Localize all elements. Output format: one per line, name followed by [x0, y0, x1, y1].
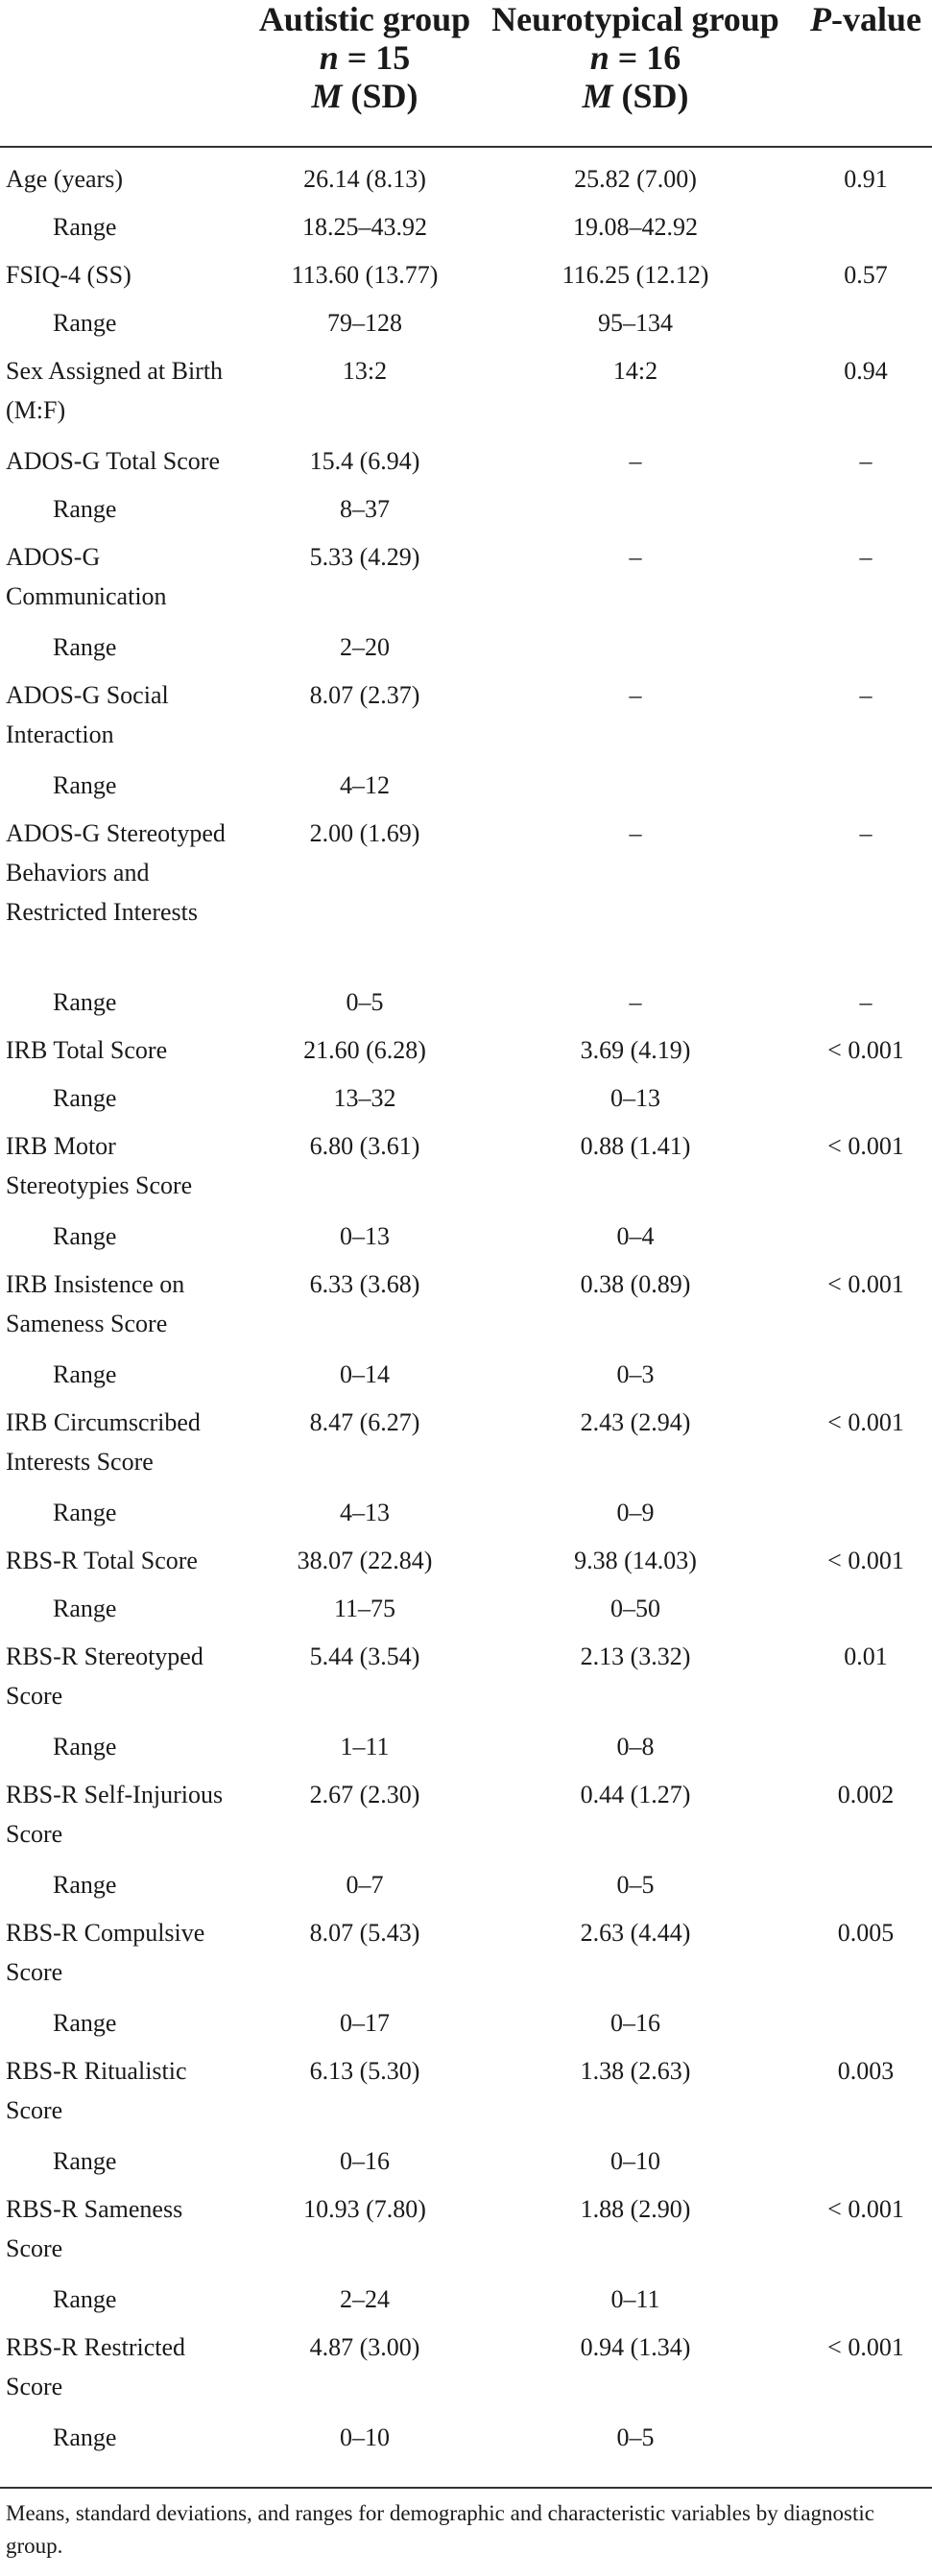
- row-label: Range: [53, 213, 117, 241]
- table-row: [0, 1030, 932, 1070]
- autistic-value: 0–14: [340, 1360, 390, 1388]
- row-label: Range: [53, 633, 117, 661]
- autistic-value: 6.13 (5.30): [309, 2057, 420, 2085]
- header-title: [789, 0, 932, 38]
- neurotypical-value: 0.94 (1.34): [580, 2333, 691, 2361]
- neurotypical-value: –: [629, 543, 642, 571]
- p-value: 0.91: [844, 165, 888, 193]
- p-value: < 0.001: [827, 1036, 904, 1064]
- table-range-row: [0, 489, 932, 529]
- autistic-value: 2.00 (1.69): [309, 819, 420, 847]
- table-range-row: [0, 1727, 932, 1766]
- neurotypical-value: 0–16: [610, 2009, 660, 2037]
- p-value: 0.002: [837, 1781, 895, 1808]
- row-label: Range: [53, 1222, 117, 1250]
- neurotypical-value: 3.69 (4.19): [580, 1036, 691, 1064]
- header-title: Autistic group: [258, 0, 471, 38]
- autistic-value: 4–12: [340, 771, 390, 799]
- table-row: [0, 1637, 932, 1715]
- neurotypical-value: 0–10: [610, 2147, 660, 2175]
- neurotypical-value: –: [629, 819, 642, 847]
- row-label: ADOS-G Total Score: [6, 447, 221, 475]
- table-range-row: [0, 1865, 932, 1904]
- row-label: Range: [53, 1084, 117, 1112]
- table-row: [0, 1541, 932, 1580]
- neurotypical-value: 0–13: [610, 1084, 660, 1112]
- table-range-row: [0, 2280, 932, 2319]
- table-row: [0, 2189, 932, 2268]
- autistic-value: 13:2: [342, 357, 388, 385]
- header-n-label: n: [589, 38, 609, 77]
- row-label: RBS-R Sameness Score: [6, 2195, 183, 2262]
- autistic-value: 0–10: [340, 2423, 390, 2451]
- p-value: 0.005: [837, 1919, 895, 1947]
- autistic-value: 15.4 (6.94): [309, 447, 420, 475]
- row-label: IRB Circumscribed Interests Score: [6, 1408, 201, 1476]
- table-row: [0, 2051, 932, 2130]
- header-rule: [0, 146, 932, 148]
- autistic-value: 8–37: [340, 495, 390, 523]
- header-n: [240, 38, 490, 77]
- neurotypical-value: 14:2: [612, 357, 658, 385]
- table-row: [0, 1775, 932, 1854]
- table-range-row: [0, 2141, 932, 2181]
- p-value: < 0.001: [827, 1132, 904, 1160]
- row-label: Range: [53, 1595, 117, 1622]
- p-value: < 0.001: [827, 1547, 904, 1574]
- row-label: Range: [53, 1360, 117, 1388]
- row-label: RBS-R Restricted Score: [6, 2333, 186, 2400]
- row-label: Range: [53, 2147, 117, 2175]
- neurotypical-value: 2.13 (3.32): [580, 1642, 691, 1670]
- row-label: IRB Total Score: [6, 1036, 168, 1064]
- p-value: < 0.001: [827, 1408, 904, 1436]
- autistic-value: 6.33 (3.68): [309, 1270, 420, 1298]
- autistic-value: 0–16: [340, 2147, 390, 2175]
- autistic-value: 10.93 (7.80): [303, 2195, 426, 2223]
- header-title: Neurotypical group: [491, 0, 779, 38]
- p-value: < 0.001: [827, 2195, 904, 2223]
- autistic-value: 5.44 (3.54): [309, 1642, 420, 1670]
- header-n-label: n: [319, 38, 339, 77]
- table-row: [0, 1913, 932, 1992]
- autistic-value: 8.47 (6.27): [309, 1408, 420, 1436]
- p-value: 0.003: [837, 2057, 895, 2085]
- neurotypical-value: 0–50: [610, 1595, 660, 1622]
- table-range-row: [0, 1078, 932, 1118]
- neurotypical-value: 0.44 (1.27): [580, 1781, 691, 1808]
- neurotypical-value: 1.88 (2.90): [580, 2195, 691, 2223]
- row-label: IRB Motor Stereotypies Score: [6, 1132, 193, 1199]
- row-label: Range: [53, 2285, 117, 2313]
- table-row: [0, 1403, 932, 1481]
- autistic-value: 18.25–43.92: [302, 213, 427, 241]
- header-stat: [491, 77, 779, 115]
- table-range-row: [0, 2003, 932, 2043]
- neurotypical-value: 9.38 (14.03): [574, 1547, 697, 1574]
- neurotypical-value: –: [629, 447, 642, 475]
- table-row: [0, 159, 932, 199]
- p-value: 0.94: [844, 357, 888, 385]
- row-label: Sex Assigned at Birth (M:F): [6, 357, 224, 424]
- autistic-value: 11–75: [333, 1595, 396, 1622]
- header-stat-sd: (SD): [350, 77, 418, 115]
- table-row: [0, 814, 932, 971]
- header-stat-m: M: [582, 77, 613, 115]
- autistic-value: 79–128: [327, 309, 402, 337]
- table-row: [0, 1264, 932, 1343]
- table-range-row: [0, 982, 932, 1022]
- neurotypical-value: 0–5: [616, 1871, 655, 1899]
- table-header: [0, 0, 932, 149]
- header-neurotypical-group: [491, 0, 779, 115]
- table-range-row: [0, 2418, 932, 2457]
- row-label: RBS-R Self-Injurious Score: [6, 1781, 224, 1848]
- row-label: Range: [53, 309, 117, 337]
- autistic-value: 4–13: [340, 1499, 390, 1526]
- row-label: Range: [53, 2423, 117, 2451]
- header-autistic-group: [240, 0, 490, 115]
- autistic-value: 6.80 (3.61): [309, 1132, 420, 1160]
- p-value: –: [859, 819, 872, 847]
- row-label: RBS-R Compulsive Score: [6, 1919, 205, 1986]
- autistic-value: 1–11: [340, 1733, 390, 1761]
- neurotypical-value: 0.88 (1.41): [580, 1132, 691, 1160]
- neurotypical-value: 1.38 (2.63): [580, 2057, 691, 2085]
- row-label: IRB Insistence on Sameness Score: [6, 1270, 185, 1337]
- neurotypical-value: 0–9: [616, 1499, 655, 1526]
- row-label: ADOS-G Social Interaction: [6, 681, 169, 748]
- table-range-row: [0, 766, 932, 805]
- p-value: < 0.001: [827, 1270, 904, 1298]
- autistic-value: 113.60 (13.77): [291, 261, 439, 289]
- header-n-value: = 15: [347, 38, 411, 77]
- p-value: –: [859, 681, 872, 709]
- autistic-value: 8.07 (5.43): [309, 1919, 420, 1947]
- row-label: ADOS-G Communication: [6, 543, 167, 610]
- p-value: 0.57: [844, 261, 888, 289]
- neurotypical-value: 116.25 (12.12): [562, 261, 709, 289]
- autistic-value: 2.67 (2.30): [309, 1781, 420, 1808]
- row-label: RBS-R Stereotyped Score: [6, 1642, 203, 1710]
- p-value: –: [859, 543, 872, 571]
- footer-rule: [0, 2487, 932, 2489]
- autistic-value: 21.60 (6.28): [303, 1036, 426, 1064]
- neurotypical-value: –: [629, 681, 642, 709]
- row-label: FSIQ-4 (SS): [6, 261, 131, 289]
- table-range-row: [0, 303, 932, 343]
- row-label: Range: [53, 771, 117, 799]
- autistic-value: 38.07 (22.84): [297, 1547, 433, 1574]
- neurotypical-value: 19.08–42.92: [573, 213, 698, 241]
- autistic-value: 8.07 (2.37): [309, 681, 420, 709]
- p-value: –: [859, 447, 872, 475]
- table-range-row: [0, 1217, 932, 1256]
- header-n: [491, 38, 779, 77]
- neurotypical-value: 0–3: [616, 1360, 655, 1388]
- row-label: Age (years): [6, 165, 123, 193]
- header-p-value: [789, 0, 932, 38]
- header-stat-m: M: [311, 77, 343, 115]
- header-p-label: P: [810, 0, 831, 38]
- neurotypical-value: 0–11: [610, 2285, 660, 2313]
- table-footnote: Means, standard deviations, and ranges for demographic and characteristic variables by diagnostic group.: [6, 2501, 874, 2558]
- header-p-rest: -value: [831, 0, 921, 38]
- table-row: [0, 255, 932, 295]
- table-range-row: [0, 627, 932, 667]
- autistic-value: 0–13: [340, 1222, 390, 1250]
- table-range-row: [0, 1493, 932, 1532]
- table-range-row: [0, 207, 932, 247]
- autistic-value: 4.87 (3.00): [309, 2333, 420, 2361]
- autistic-value: 0–17: [340, 2009, 390, 2037]
- neurotypical-value: 0–5: [616, 2423, 655, 2451]
- row-label: RBS-R Total Score: [6, 1547, 198, 1574]
- neurotypical-value: 95–134: [598, 309, 673, 337]
- table-row: [0, 675, 932, 754]
- p-value: 0.01: [844, 1642, 888, 1670]
- p-value: –: [859, 988, 872, 1016]
- row-label: ADOS-G Stereotyped Behaviors and Restricted Interests: [6, 819, 226, 926]
- row-label: Range: [53, 988, 117, 1016]
- table-range-row: [0, 1355, 932, 1394]
- neurotypical-value: 2.43 (2.94): [580, 1408, 691, 1436]
- table-row: [0, 2328, 932, 2406]
- p-value: < 0.001: [827, 2333, 904, 2361]
- neurotypical-value: 0.38 (0.89): [580, 1270, 691, 1298]
- autistic-value: 26.14 (8.13): [303, 165, 426, 193]
- header-stat-sd: (SD): [621, 77, 689, 115]
- neurotypical-value: –: [629, 988, 642, 1016]
- header-n-value: = 16: [617, 38, 681, 77]
- autistic-value: 2–24: [340, 2285, 390, 2313]
- autistic-value: 0–7: [346, 1871, 384, 1899]
- header-stat: [240, 77, 490, 115]
- row-label: RBS-R Ritualistic Score: [6, 2057, 187, 2124]
- neurotypical-value: 2.63 (4.44): [580, 1919, 691, 1947]
- table-row: [0, 441, 932, 481]
- autistic-value: 2–20: [340, 633, 390, 661]
- table-row: [0, 351, 932, 430]
- autistic-value: 0–5: [346, 988, 384, 1016]
- neurotypical-value: 25.82 (7.00): [574, 165, 697, 193]
- row-label: Range: [53, 1733, 117, 1761]
- row-label: Range: [53, 2009, 117, 2037]
- row-label: Range: [53, 495, 117, 523]
- autistic-value: 5.33 (4.29): [309, 543, 420, 571]
- neurotypical-value: 0–8: [616, 1733, 655, 1761]
- table-row: [0, 1126, 932, 1205]
- autistic-value: 13–32: [333, 1084, 396, 1112]
- row-label: Range: [53, 1499, 117, 1526]
- row-label: Range: [53, 1871, 117, 1899]
- table-range-row: [0, 1589, 932, 1628]
- neurotypical-value: 0–4: [616, 1222, 655, 1250]
- table-row: [0, 537, 932, 616]
